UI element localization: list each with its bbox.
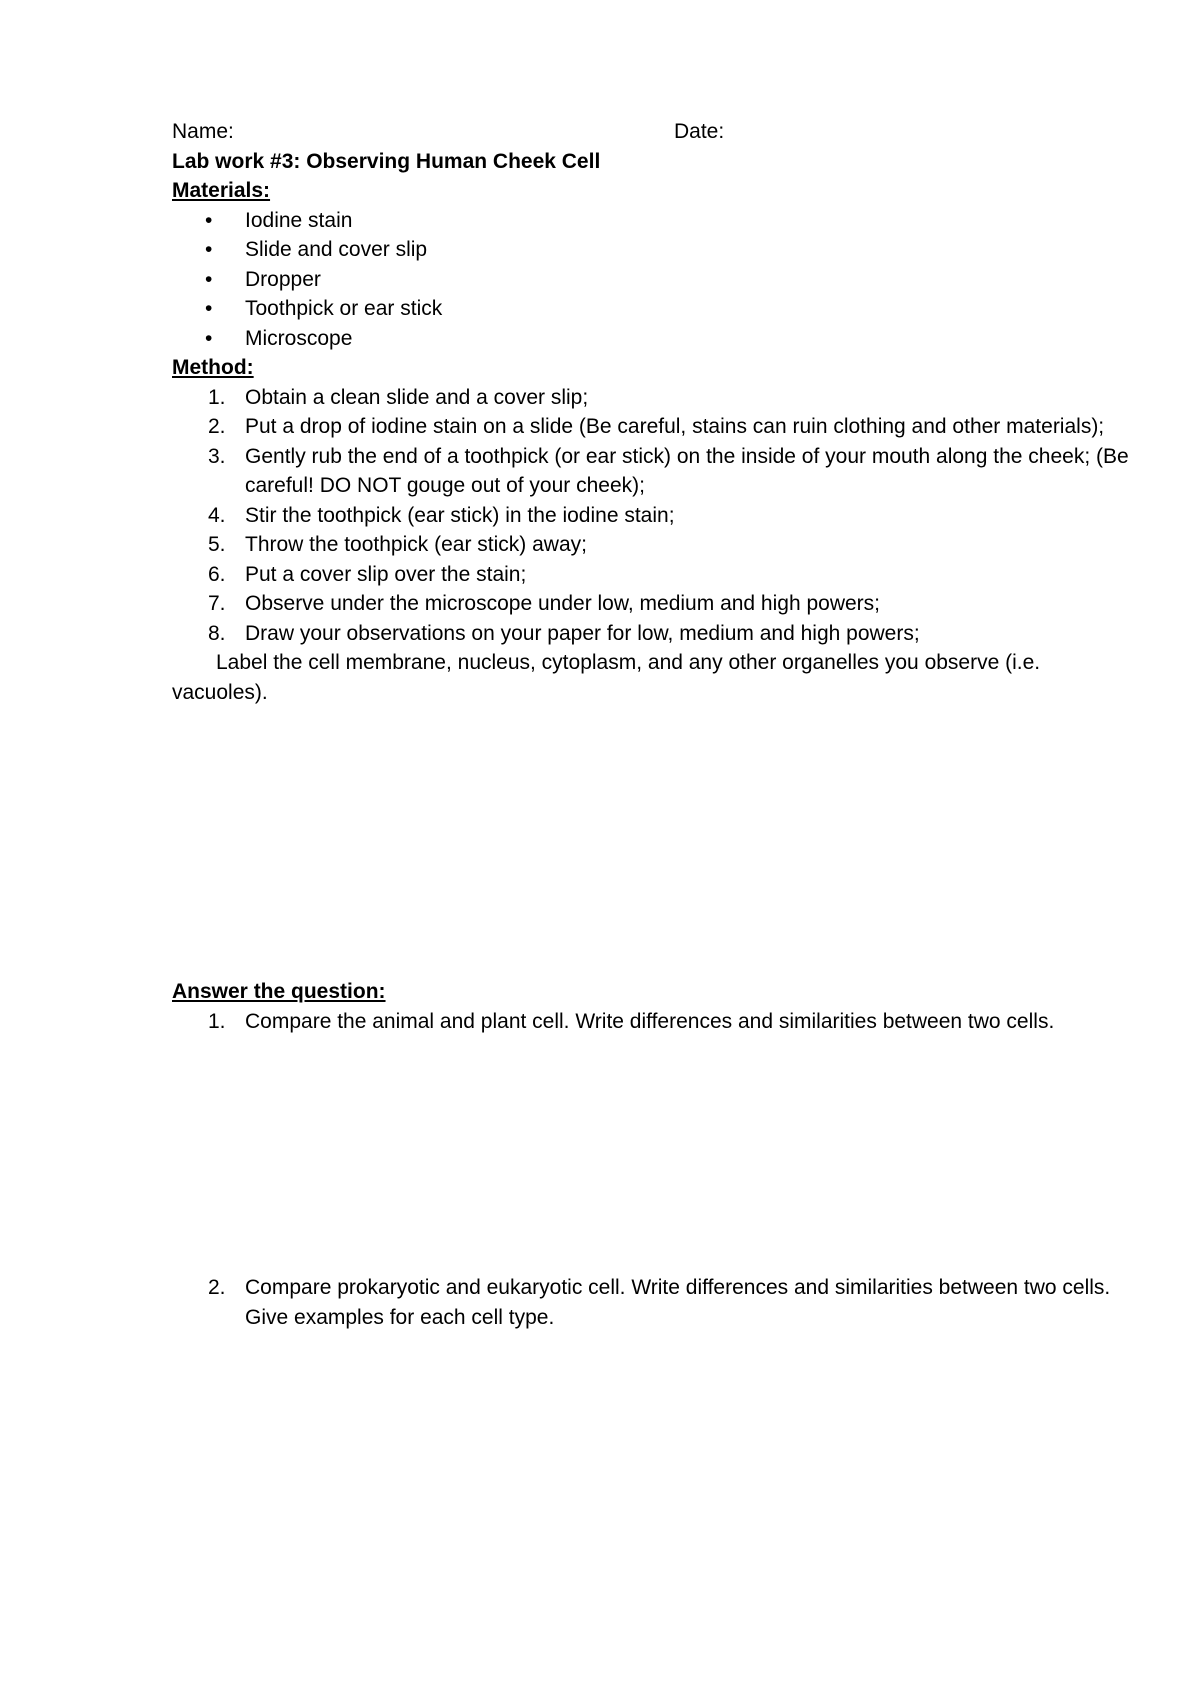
name-label: Name: (172, 120, 234, 143)
date-label: Date: (674, 120, 725, 143)
materials-heading: Materials: (172, 179, 271, 202)
list-item (172, 383, 1132, 413)
step-text: Observe under the microscope under low, medium and high powers; (245, 592, 881, 615)
method-heading: Method: (172, 356, 254, 379)
material-item: Dropper (245, 267, 321, 291)
label-instruction: Label the cell membrane, nucleus, cytoplasm, and any other organelles you observe (i.e. vacuoles). (172, 651, 1041, 704)
materials-list (172, 206, 1132, 354)
question-text: Compare the animal and plant cell. Write differences and similarities between two cells. (245, 1009, 1055, 1033)
question-2-section (172, 1273, 1132, 1332)
bullet-marker: • (205, 238, 213, 261)
step-number: 6. (208, 562, 226, 586)
bullet-marker: • (205, 208, 213, 232)
list-item (172, 235, 1132, 265)
list-item (172, 412, 1132, 442)
question-number: 1. (208, 1009, 226, 1033)
answer-heading: Answer the question: (172, 980, 386, 1003)
list-item (172, 265, 1132, 295)
bullet-marker: • (205, 326, 213, 350)
step-number: 1. (208, 385, 226, 409)
material-item: Microscope (245, 326, 353, 350)
list-item (172, 324, 1132, 354)
material-item: Slide and cover slip (245, 238, 428, 261)
lab-title: Lab work #3: Observing Human Cheek Cell (172, 149, 601, 173)
lab-instructions (172, 117, 1132, 707)
step-text: Gently rub the end of a toothpick (or ear stick) on the inside of your mouth along the cheek; (Be careful! DO NOT gouge out of your cheek); (245, 444, 1129, 497)
list-item (172, 501, 1132, 531)
list-item (172, 560, 1132, 590)
step-text: Put a cover slip over the stain; (245, 562, 527, 586)
list-item (172, 530, 1132, 560)
step-number: 8. (208, 621, 226, 645)
question-number: 2. (208, 1276, 226, 1299)
question-text: Compare prokaryotic and eukaryotic cell. Write differences and similarities between two cells. Give examples for each cell type. (245, 1276, 1111, 1329)
bullet-marker: • (205, 267, 213, 291)
step-text: Obtain a clean slide and a cover slip; (245, 385, 589, 409)
question-list (172, 1007, 1132, 1037)
material-item: Toothpick or ear stick (245, 297, 443, 320)
step-text: Put a drop of iodine stain on a slide (Be careful, stains can ruin clothing and other materials); (245, 415, 1105, 438)
bullet-marker: • (205, 297, 213, 320)
list-item (172, 294, 1132, 324)
list-item (172, 206, 1132, 236)
question-list (172, 1273, 1132, 1332)
list-item (172, 1007, 1132, 1037)
step-text: Throw the toothpick (ear stick) away; (245, 533, 587, 556)
answer-section (172, 977, 1132, 1036)
step-text: Draw your observations on your paper for low, medium and high powers; (245, 621, 920, 645)
list-item (172, 589, 1132, 619)
material-item: Iodine stain (245, 208, 353, 232)
list-item (172, 1273, 1132, 1332)
step-number: 2. (208, 415, 226, 438)
list-item (172, 442, 1132, 501)
method-steps (172, 383, 1132, 649)
step-number: 3. (208, 444, 226, 468)
step-number: 5. (208, 533, 226, 556)
list-item (172, 619, 1132, 649)
header-row (172, 117, 1132, 147)
step-number: 7. (208, 592, 226, 615)
step-number: 4. (208, 503, 226, 527)
step-text: Stir the toothpick (ear stick) in the iodine stain; (245, 503, 675, 527)
